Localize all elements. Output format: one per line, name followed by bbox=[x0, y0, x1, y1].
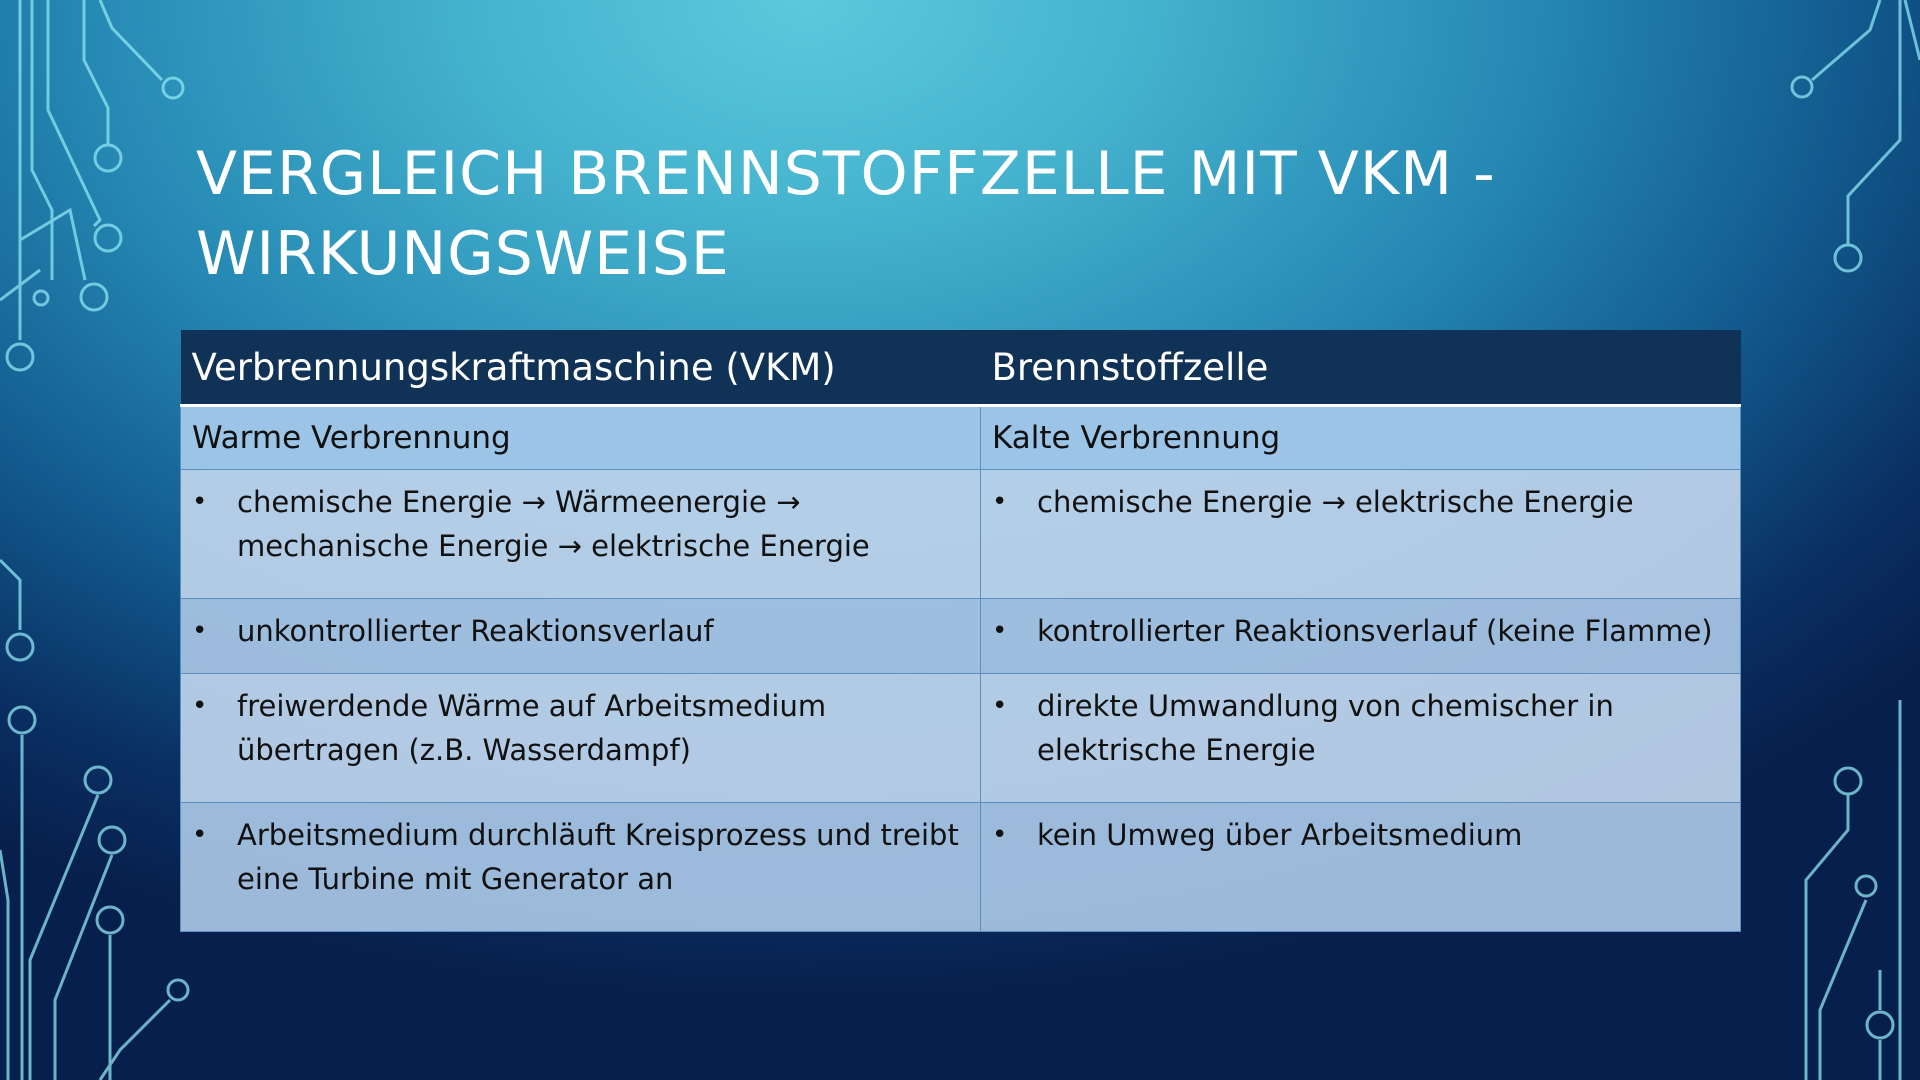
bullet-item bbox=[992, 813, 1730, 857]
bullet-text bbox=[237, 480, 870, 568]
bullet-item bbox=[192, 480, 970, 568]
cell-brennstoffzelle bbox=[981, 599, 1741, 674]
bullet-text: kein Umweg über Arbeitsmedium bbox=[1037, 818, 1523, 852]
title-line-1: VERGLEICH BRENNSTOFFZELLE MIT VKM - bbox=[196, 139, 1496, 209]
bullet-dot: • bbox=[992, 616, 1008, 646]
bullet-item bbox=[992, 684, 1730, 772]
table-row bbox=[181, 803, 1741, 932]
cell-vkm bbox=[181, 674, 981, 803]
bullet-dot: • bbox=[192, 487, 208, 517]
bullet-text-line: elektrische Energie bbox=[1037, 733, 1316, 767]
bullet-dot: • bbox=[192, 616, 208, 646]
bullet-text-line: chemische Energie → Wärmeenergie → bbox=[237, 485, 801, 519]
bullet-text-line: Arbeitsmedium durchläuft Kreisprozess und treibt bbox=[237, 818, 959, 852]
slide-title bbox=[196, 134, 1696, 294]
cell-brennstoffzelle bbox=[981, 470, 1741, 599]
bullet-dot: • bbox=[992, 487, 1008, 517]
bullet-text-line: freiwerdende Wärme auf Arbeitsmedium bbox=[237, 689, 827, 723]
header-brennstoffzelle: Brennstoffzelle bbox=[981, 330, 1741, 406]
bullet-dot: • bbox=[192, 820, 208, 850]
cell-vkm bbox=[181, 470, 981, 599]
bullet-text bbox=[1037, 684, 1614, 772]
bullet-text bbox=[237, 813, 959, 901]
comparison-table bbox=[180, 330, 1741, 932]
header-vkm: Verbrennungskraftmaschine (VKM) bbox=[181, 330, 981, 406]
bullet-text-line: mechanische Energie → elektrische Energie bbox=[237, 529, 870, 563]
subheader-brennstoffzelle: Kalte Verbrennung bbox=[981, 406, 1741, 470]
table-header-row bbox=[181, 330, 1741, 406]
cell-vkm bbox=[181, 599, 981, 674]
table-row bbox=[181, 599, 1741, 674]
comparison-table-container bbox=[180, 330, 1740, 932]
bullet-text: kontrollierter Reaktionsverlauf (keine Flamme) bbox=[1037, 614, 1713, 648]
bullet-item bbox=[992, 480, 1730, 524]
bullet-item bbox=[992, 609, 1730, 653]
bullet-dot: • bbox=[192, 691, 208, 721]
cell-brennstoffzelle bbox=[981, 803, 1741, 932]
bullet-text: unkontrollierter Reaktionsverlauf bbox=[237, 614, 714, 648]
bullet-text-line: direkte Umwandlung von chemischer in bbox=[1037, 689, 1614, 723]
cell-brennstoffzelle bbox=[981, 674, 1741, 803]
table-row bbox=[181, 674, 1741, 803]
cell-vkm bbox=[181, 803, 981, 932]
bullet-dot: • bbox=[992, 820, 1008, 850]
bullet-text: chemische Energie → elektrische Energie bbox=[1037, 485, 1634, 519]
table-row bbox=[181, 470, 1741, 599]
bullet-dot: • bbox=[992, 691, 1008, 721]
bullet-item bbox=[192, 813, 970, 901]
title-line-2: WIRKUNGSWEISE bbox=[196, 219, 730, 289]
bullet-text-line: eine Turbine mit Generator an bbox=[237, 862, 674, 896]
bullet-text bbox=[237, 684, 826, 772]
bullet-item bbox=[192, 684, 970, 772]
bullet-text-line: übertragen (z.B. Wasserdampf) bbox=[237, 733, 691, 767]
table-subheader-row bbox=[181, 406, 1741, 470]
bullet-item bbox=[192, 609, 970, 653]
subheader-vkm: Warme Verbrennung bbox=[181, 406, 981, 470]
